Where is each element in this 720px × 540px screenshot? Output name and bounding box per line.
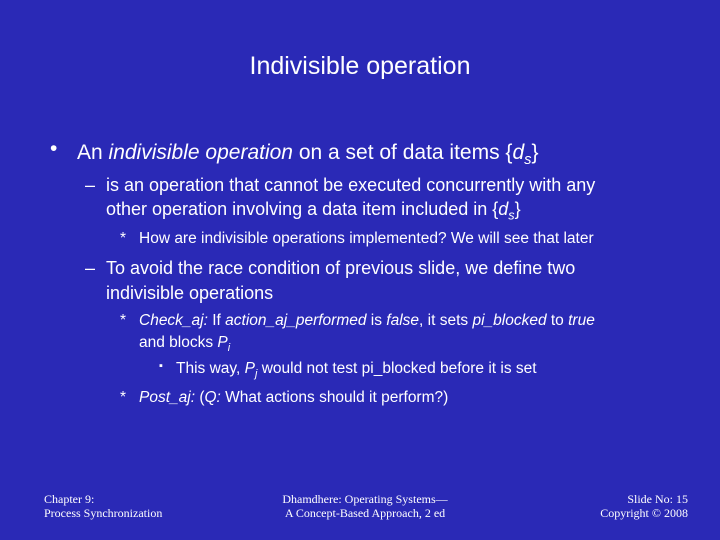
star-marker: * — [120, 312, 127, 329]
definition-var-d: d — [498, 199, 509, 219]
footer-right-line-2: Copyright © 2008 — [600, 506, 688, 520]
post-aj-name: Post_aj: — [139, 389, 196, 406]
definition-text: } — [514, 199, 521, 219]
check-aj-text: If — [207, 312, 226, 329]
footer-left-line-1: Chapter 9: — [44, 492, 95, 506]
race-condition-line-2: indivisible operations — [106, 283, 274, 303]
bullet-text: } — [531, 141, 539, 164]
bullet-text: An — [77, 141, 109, 164]
footer-right-line-1: Slide No: 15 — [627, 492, 688, 506]
footer-center-line-1: Dhamdhere: Operating Systems— — [282, 492, 448, 506]
dash-marker: – — [85, 258, 96, 278]
check-aj-var: false — [386, 312, 420, 329]
footer-center-line-2: A Concept-Based Approach, 2 ed — [284, 506, 446, 520]
check-aj-name: Check_aj: — [139, 312, 208, 329]
this-way-line — [176, 360, 537, 380]
bullet-var-d: d — [512, 141, 525, 164]
dash-marker: – — [85, 175, 96, 195]
star-marker: * — [120, 389, 127, 406]
slide-title: Indivisible operation — [249, 52, 471, 80]
check-aj-text: is — [366, 312, 387, 329]
race-condition-line-1: To avoid the race condition of previous slide, we define two — [106, 258, 576, 278]
definition-line-1: is an operation that cannot be executed concurrently with any — [106, 175, 596, 195]
check-aj-text: and blocks — [139, 334, 218, 351]
bullet-indivisible-operation — [77, 141, 539, 168]
definition-line-2 — [106, 199, 521, 222]
post-aj-text: ( — [195, 389, 205, 406]
check-aj-subscript: i — [227, 341, 231, 354]
check-aj-var: action_aj_performed — [225, 312, 367, 329]
post-aj-text: What actions should it perform?) — [220, 389, 449, 406]
this-way-text: This way, — [176, 360, 245, 377]
bullet-emphasis: indivisible operation — [108, 141, 293, 164]
this-way-text: would not test pi_blocked before it is set — [257, 360, 537, 377]
check-aj-var: pi_blocked — [472, 312, 547, 329]
footer-chapter — [44, 492, 162, 520]
bullet-marker: • — [50, 137, 58, 160]
post-aj-line — [139, 389, 448, 407]
this-way-subscript: j — [254, 367, 258, 380]
post-aj-q: Q: — [204, 389, 221, 406]
check-aj-var-p: P — [217, 334, 228, 351]
bullet-text: on a set of data items { — [292, 141, 513, 164]
this-way-var-p: P — [244, 360, 255, 377]
footer-slide-info — [560, 492, 688, 520]
footer-book — [260, 492, 470, 520]
definition-subscript: s — [508, 208, 515, 223]
square-marker: ▪ — [159, 360, 163, 372]
star-marker: * — [120, 230, 127, 247]
definition-text: other operation involving a data item included in { — [106, 199, 499, 219]
check-aj-line-1 — [139, 312, 595, 330]
implementation-question: How are indivisible operations implemented? We will see that later — [139, 230, 594, 247]
check-aj-var: true — [568, 312, 595, 329]
check-aj-text: , it sets — [419, 312, 473, 329]
footer-left-line-2: Process Synchronization — [44, 506, 163, 520]
check-aj-line-2 — [139, 334, 230, 354]
bullet-subscript: s — [524, 152, 532, 169]
check-aj-text: to — [546, 312, 569, 329]
